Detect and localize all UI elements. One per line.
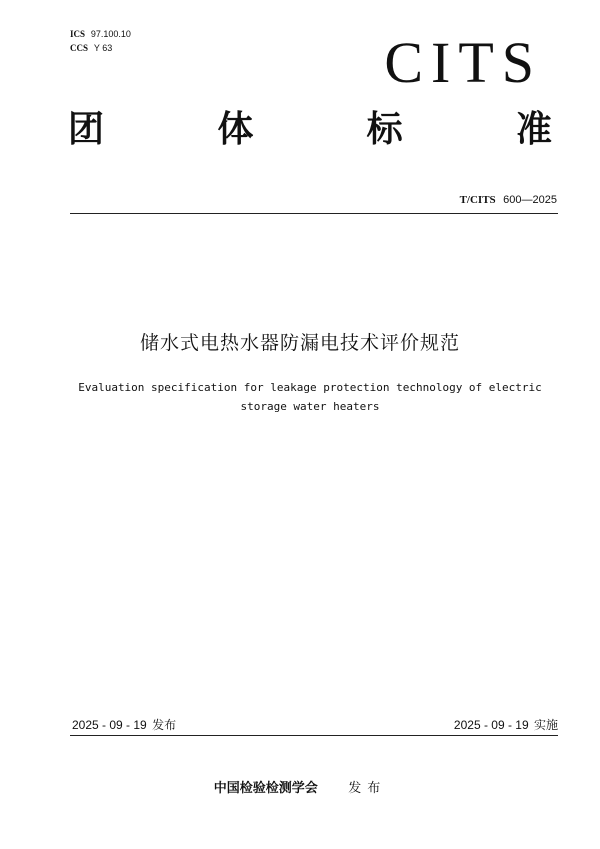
classification-block <box>70 28 131 56</box>
ccs-label: CCS <box>70 43 89 53</box>
brand-mark: CITS <box>384 30 542 95</box>
ics-label: ICS <box>70 29 86 39</box>
standard-code <box>460 193 557 206</box>
doc-type-char: 团 <box>68 109 105 150</box>
issue-date-value: 2025 - 09 - 19 <box>72 718 147 732</box>
bottom-divider <box>70 735 558 736</box>
doc-type-char: 标 <box>366 109 403 150</box>
implement-date-label: 实施 <box>533 718 558 732</box>
ccs-value: Y 63 <box>93 43 113 53</box>
title-en-line: Evaluation specification for leakage protection technology of electric <box>78 381 542 394</box>
ics-value: 97.100.10 <box>90 29 131 39</box>
issue-date <box>72 716 176 733</box>
implement-date-value: 2025 - 09 - 19 <box>453 718 529 732</box>
document-title-en <box>60 378 560 416</box>
top-divider <box>70 213 558 214</box>
document-title-cn: 储水式电热水器防漏电技术评价规范 <box>139 332 460 354</box>
title-en-line: storage water heaters <box>240 400 380 413</box>
doc-type-char: 体 <box>217 109 254 150</box>
standard-code-number: 600—2025 <box>503 194 557 206</box>
document-type-heading <box>68 109 552 150</box>
publisher-line <box>0 777 600 796</box>
ccs-row <box>70 42 131 56</box>
publisher-action: 发布 <box>348 781 387 796</box>
ics-row <box>70 28 131 42</box>
issue-date-label: 发布 <box>152 718 177 732</box>
publisher-name: 中国检验检测学会 <box>213 781 318 796</box>
doc-type-char: 准 <box>515 109 552 150</box>
standard-code-prefix: T/CITS <box>459 194 496 206</box>
implement-date <box>454 716 558 733</box>
